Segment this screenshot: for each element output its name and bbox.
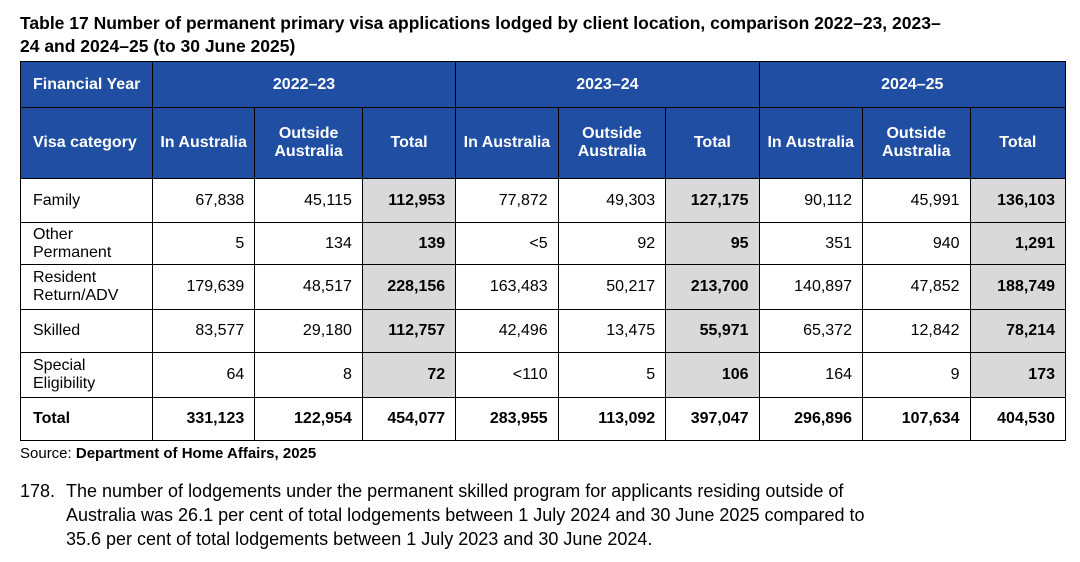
column-header-total: Total [970,108,1065,179]
cell-value: 5 [152,223,254,265]
table-caption [20,12,1065,58]
cell-value: 179,639 [152,265,254,310]
cell-value: 90,112 [759,179,862,223]
table-row-total [21,398,1066,441]
table-row-family [21,179,1066,223]
cell-total: 72 [362,353,455,398]
table-row-resident-return [21,265,1066,310]
cell-total: 106 [666,353,759,398]
table-row-skilled [21,310,1066,353]
cell-value: 12,842 [863,310,971,353]
corner-header-financial-year: Financial Year [21,62,153,108]
caption-line-2: 24 and 2024–25 (to 30 June 2025) [20,36,296,56]
cell-total: 188,749 [970,265,1065,310]
cell-value: 164 [759,353,862,398]
cell-value: 940 [863,223,971,265]
cell-value: 5 [558,353,666,398]
header-row-years [21,62,1066,108]
source-prefix: Source: [20,445,76,462]
cell-total: 95 [666,223,759,265]
cell-value: 283,955 [456,398,558,441]
cell-value: 163,483 [456,265,558,310]
row-label: Resident Return/ADV [21,265,153,310]
paragraph-number: 178. [20,481,56,501]
cell-total: 1,291 [970,223,1065,265]
cell-value: 45,991 [863,179,971,223]
cell-value: 65,372 [759,310,862,353]
cell-value: 92 [558,223,666,265]
column-header-in-australia: In Australia [456,108,558,179]
cell-value: 107,634 [863,398,971,441]
cell-value: 331,123 [152,398,254,441]
cell-value: 67,838 [152,179,254,223]
cell-value: 351 [759,223,862,265]
cell-value: 49,303 [558,179,666,223]
cell-total: 127,175 [666,179,759,223]
cell-value: 42,496 [456,310,558,353]
table-row-special-eligibility [21,353,1066,398]
cell-value: 29,180 [255,310,363,353]
cell-value: 47,852 [863,265,971,310]
row-label: Other Permanent [21,223,153,265]
cell-value: 13,475 [558,310,666,353]
year-header: 2023–24 [456,62,759,108]
cell-total: 112,757 [362,310,455,353]
header-row-locations [21,108,1066,179]
cell-total: 55,971 [666,310,759,353]
row-label: Family [21,179,153,223]
cell-total: 78,214 [970,310,1065,353]
cell-value: 50,217 [558,265,666,310]
cell-total: 136,103 [970,179,1065,223]
cell-value: 64 [152,353,254,398]
cell-value: 134 [255,223,363,265]
column-header-outside-australia: Outside Australia [863,108,971,179]
cell-total: 112,953 [362,179,455,223]
paragraph-line-1: The number of lodgements under the permanent skilled program for applicants residing outside of [66,481,844,501]
column-header-outside-australia: Outside Australia [558,108,666,179]
table-row-other-permanent [21,223,1066,265]
paragraph-line-3: 35.6 per cent of total lodgements between 1 July 2023 and 30 June 2024. [66,529,653,549]
column-header-total: Total [666,108,759,179]
cell-total: 397,047 [666,398,759,441]
cell-total: 454,077 [362,398,455,441]
corner-header-visa-category: Visa category [21,108,153,179]
cell-value: 8 [255,353,363,398]
column-header-in-australia: In Australia [152,108,254,179]
cell-value: 45,115 [255,179,363,223]
cell-value: 83,577 [152,310,254,353]
paragraph-line-2: Australia was 26.1 per cent of total lodgements between 1 July 2024 and 30 June 2025 compared to [66,505,865,525]
caption-line-1: Table 17 Number of permanent primary visa applications lodged by client location, comparison 2022–23, 2023– [20,13,941,33]
cell-value: 48,517 [255,265,363,310]
row-label: Special Eligibility [21,353,153,398]
cell-value: <110 [456,353,558,398]
cell-total: 173 [970,353,1065,398]
column-header-total: Total [362,108,455,179]
cell-value: 122,954 [255,398,363,441]
year-header: 2024–25 [759,62,1065,108]
cell-value: <5 [456,223,558,265]
column-header-in-australia: In Australia [759,108,862,179]
source-note [20,445,316,463]
cell-total: 213,700 [666,265,759,310]
cell-total: 228,156 [362,265,455,310]
cell-value: 296,896 [759,398,862,441]
cell-value: 140,897 [759,265,862,310]
cell-value: 9 [863,353,971,398]
source-name: Department of Home Affairs, 2025 [75,445,317,462]
year-header: 2022–23 [152,62,455,108]
cell-total: 139 [362,223,455,265]
visa-applications-table [20,61,1066,441]
cell-total: 404,530 [970,398,1065,441]
row-label: Skilled [21,310,153,353]
paragraph-178 [20,479,1060,551]
row-label: Total [21,398,153,441]
cell-value: 113,092 [558,398,666,441]
column-header-outside-australia: Outside Australia [255,108,363,179]
cell-value: 77,872 [456,179,558,223]
